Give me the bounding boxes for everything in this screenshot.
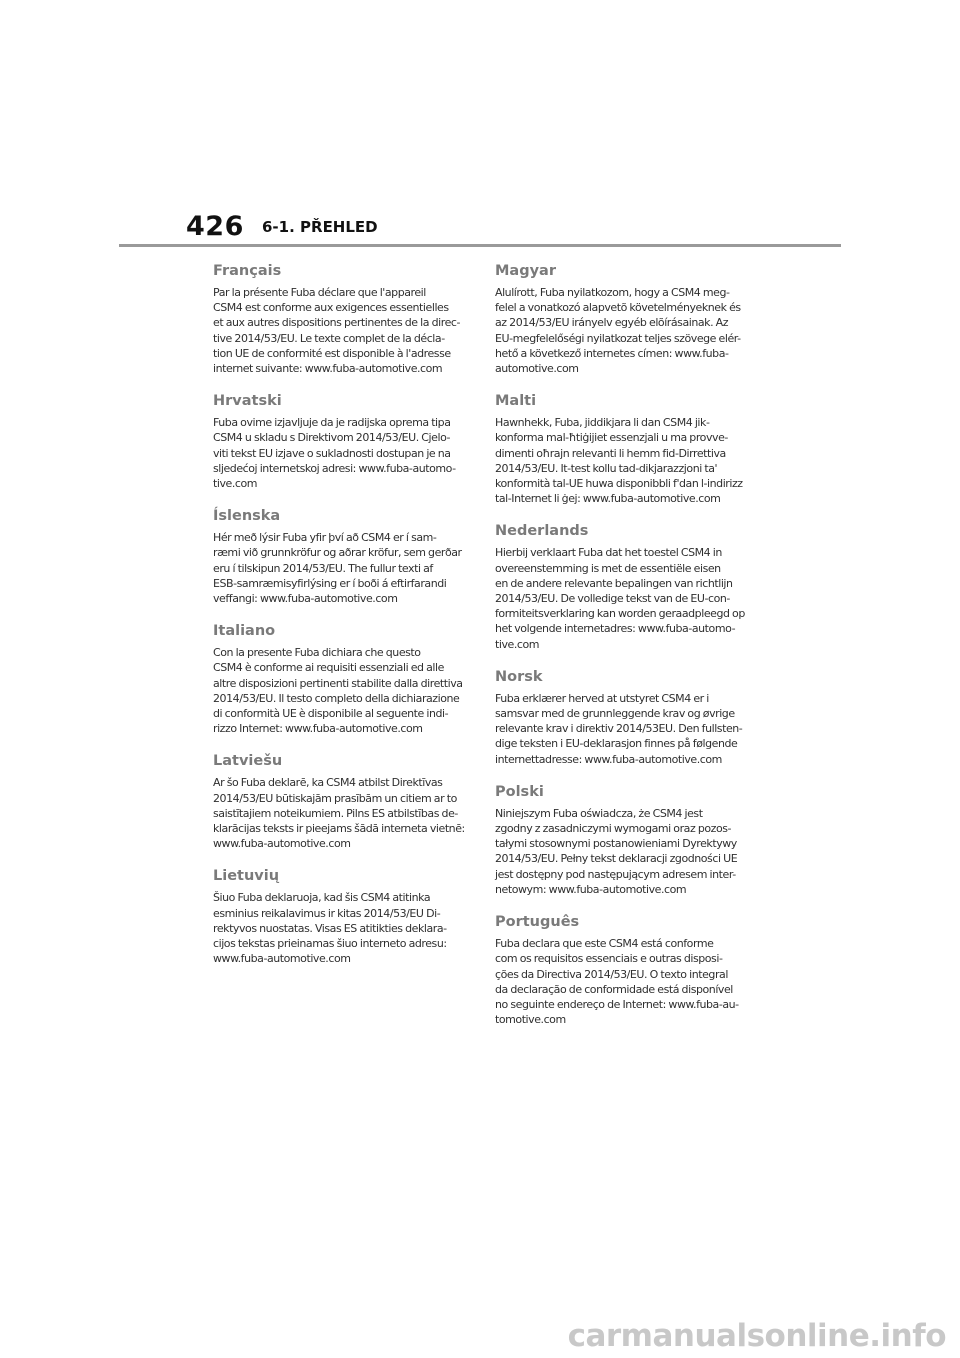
- watermark: carmanualsonline.info: [567, 1318, 946, 1354]
- text-line: com os requisitos essenciais e outras disposi-: [495, 952, 723, 966]
- language-section-hrvatski: [213, 392, 465, 491]
- page-number: 426: [186, 211, 244, 242]
- text-line: Par la présente Fuba déclare que l'appareil: [213, 286, 426, 299]
- text-line: Fuba declara que este CSM4 está conforme: [495, 937, 714, 951]
- declaration-text: [213, 530, 465, 606]
- right-column: [495, 262, 747, 1043]
- text-line: felel a vonatkozó alapvetõ követelményeknek és: [495, 301, 741, 315]
- header-divider: [119, 244, 841, 247]
- text-line: 2014/53/EU. De volledige tekst van de EU-con-: [495, 592, 730, 606]
- text-line: sljedećoj internetskoj adresi: www.fuba-automo-: [213, 461, 456, 475]
- text-line: konforma mal-ħtiġijiet essenzjali u ma provve-: [495, 431, 728, 445]
- text-line: 2014/53/EU. It-test kollu tad-dikjarazzjoni ta': [495, 461, 718, 475]
- text-line: Hierbij verklaart Fuba dat het toestel CSM4 in: [495, 546, 722, 560]
- text-line: overeenstemming is met de essentiële eisen: [495, 561, 721, 575]
- language-section-nederlands: [495, 522, 747, 651]
- declaration-text: [495, 691, 747, 767]
- language-heading: Latviešu: [213, 753, 283, 770]
- text-line: dige teksten i EU-deklarasjon finnes på følgende: [495, 737, 738, 751]
- text-line: ræmi við grunnkröfur og aðrar kröfur, sem gerðar: [213, 546, 462, 560]
- language-heading: Lietuvių: [213, 868, 280, 885]
- text-line: Šiuo Fuba deklaruoja, kad šis CSM4 atitinka: [213, 891, 431, 905]
- text-line: esminius reikalavimus ir kitas 2014/53/EU Di-: [213, 906, 441, 920]
- language-heading: Malti: [495, 393, 537, 410]
- text-line: hető a következő internetes címen: www.fuba-: [495, 346, 729, 360]
- text-line: netowym: www.fuba-automotive.com: [495, 882, 687, 896]
- text-line: tal-Internet li ġej: www.fuba-automotive.com: [495, 492, 721, 506]
- text-line: CSM4 è conforme ai requisiti essenziali ed alle: [213, 661, 444, 675]
- text-line: www.fuba-automotive.com: [213, 837, 351, 851]
- declaration-text: [495, 415, 747, 506]
- text-line: EU-megfelelőségi nyilatkozat teljes szövege elér-: [495, 331, 741, 345]
- text-line: het volgende internetadres: www.fuba-automo-: [495, 622, 736, 636]
- language-heading: Íslenska: [213, 508, 281, 525]
- declaration-text: [213, 890, 465, 966]
- text-line: samsvar med de grunnleggende krav og øvrige: [495, 707, 735, 721]
- text-line: en de andere relevante bepalingen van richtlijn: [495, 576, 733, 590]
- text-line: cijos tekstas prieinamas šiuo interneto adresu:: [213, 937, 447, 951]
- text-line: jest dostępny pod następującym adresem inter-: [495, 867, 736, 881]
- text-line: CSM4 est conforme aux exigences essentielles: [213, 301, 449, 315]
- page-header: [0, 0, 960, 250]
- text-line: tive.com: [495, 637, 540, 651]
- language-section-norsk: [495, 668, 747, 767]
- language-section-polski: [495, 783, 747, 897]
- text-line: www.fuba-automotive.com: [213, 952, 351, 966]
- text-line: Ar šo Fuba deklarē, ka CSM4 atbilst Direktīvas: [213, 776, 443, 790]
- declaration-text: [213, 415, 465, 491]
- text-line: Fuba ovime izjavljuje da je radijska oprema tipa: [213, 416, 451, 430]
- language-section-lietuviu: [213, 867, 465, 966]
- text-line: Con la presente Fuba dichiara che questo: [213, 646, 421, 660]
- text-line: relevante krav i direktiv 2014/53EU. Den fullsten-: [495, 722, 743, 736]
- language-heading: Magyar: [495, 263, 556, 279]
- declaration-text: [213, 645, 465, 736]
- text-line: konformità tal-UE huwa disponibbli f'dan l-indirizz: [495, 477, 743, 491]
- text-line: klarācijas teksts ir pieejams šādā interneta vietnē:: [213, 822, 465, 836]
- text-line: internettadresse: www.fuba-automotive.com: [495, 752, 722, 766]
- text-line: ESB-samræmisyfirlýsing er í boði á eftirfarandi: [213, 576, 447, 590]
- text-line: 2014/53/EU. Pełny tekst deklaracji zgodności UE: [495, 852, 738, 866]
- text-line: formiteitsverklaring kan worden geraadpleegd op: [495, 607, 745, 621]
- section-title: 6-1. PŘEHLED: [262, 218, 378, 236]
- text-line: tion UE de conformité est disponible à l'adresse: [213, 346, 451, 360]
- text-line: saistītajiem noteikumiem. Pilns ES atbilstības de-: [213, 806, 458, 820]
- declaration-text: [495, 285, 747, 376]
- text-line: tive.com: [213, 477, 258, 491]
- language-heading: Hrvatski: [213, 393, 282, 410]
- text-line: no seguinte endereço de Internet: www.fuba-au-: [495, 997, 739, 1011]
- language-section-magyar: [495, 262, 747, 376]
- text-line: veffangi: www.fuba-automotive.com: [213, 592, 398, 606]
- text-line: zgodny z zasadniczymi wymogami oraz pozos-: [495, 822, 732, 836]
- language-heading: Polski: [495, 783, 544, 800]
- text-line: rizzo Internet: www.fuba-automotive.com: [213, 722, 423, 736]
- text-line: tomotive.com: [495, 1013, 566, 1027]
- language-heading: Italiano: [213, 623, 276, 640]
- text-line: internet suivante: www.fuba-automotive.com: [213, 362, 443, 376]
- text-line: CSM4 u skladu s Direktivom 2014/53/EU. Cjelo-: [213, 431, 451, 445]
- text-line: 2014/53/EU. Il testo completo della dichiarazione: [213, 691, 460, 705]
- text-line: ções da Directiva 2014/53/EU. O texto integral: [495, 967, 728, 981]
- language-section-latviesu: [213, 752, 465, 851]
- text-line: Fuba erklærer herved at utstyret CSM4 er i: [495, 691, 709, 705]
- language-section-malti: [495, 392, 747, 506]
- text-line: viti tekst EU izjave o sukladnosti dostupan je na: [213, 446, 451, 460]
- text-line: eru í tilskipun 2014/53/EU. The fullur texti af: [213, 561, 433, 575]
- language-heading: Português: [495, 914, 580, 931]
- left-column: [213, 262, 465, 983]
- declaration-text: [495, 545, 747, 651]
- text-line: di conformità UE è disponibile al seguente indi-: [213, 707, 449, 721]
- text-line: rektyvos nuostatas. Visas ES atitikties deklara-: [213, 921, 447, 935]
- text-line: tałymi stosownymi postanowieniami Dyrektywy: [495, 837, 737, 851]
- text-line: altre disposizioni pertinenti stabilite dalla direttiva: [213, 676, 463, 690]
- language-heading: Nederlands: [495, 523, 589, 540]
- language-section-italiano: [213, 622, 465, 736]
- language-section-portugues: [495, 913, 747, 1027]
- language-section-francais: [213, 262, 465, 376]
- declaration-text: [213, 775, 465, 851]
- text-line: Hawnhekk, Fuba, jiddikjara li dan CSM4 jik-: [495, 416, 710, 430]
- text-line: dimenti oħrajn relevanti li hemm fid-Dirrettiva: [495, 446, 726, 460]
- declaration-text: [495, 936, 747, 1027]
- text-line: Niniejszym Fuba oświadcza, że CSM4 jest: [495, 806, 703, 820]
- text-line: automotive.com: [495, 362, 579, 376]
- text-line: et aux autres dispositions pertinentes de la direc-: [213, 316, 461, 330]
- language-section-islenska: [213, 507, 465, 606]
- text-line: Hér með lýsir Fuba yfir því að CSM4 er í sam-: [213, 531, 437, 545]
- text-line: az 2014/53/EU irányelv egyéb elõírásainak. Az: [495, 316, 729, 330]
- text-line: tive 2014/53/EU. Le texte complet de la décla-: [213, 331, 445, 345]
- text-line: 2014/53/EU būtiskajām prasībām un citiem ar to: [213, 791, 457, 805]
- text-line: da declaração de conformidade está disponível: [495, 982, 733, 996]
- declaration-text: [213, 285, 465, 376]
- language-heading: Français: [213, 263, 282, 279]
- text-line: Alulírott, Fuba nyilatkozom, hogy a CSM4 meg-: [495, 286, 730, 299]
- language-heading: Norsk: [495, 668, 543, 685]
- declaration-text: [495, 806, 747, 897]
